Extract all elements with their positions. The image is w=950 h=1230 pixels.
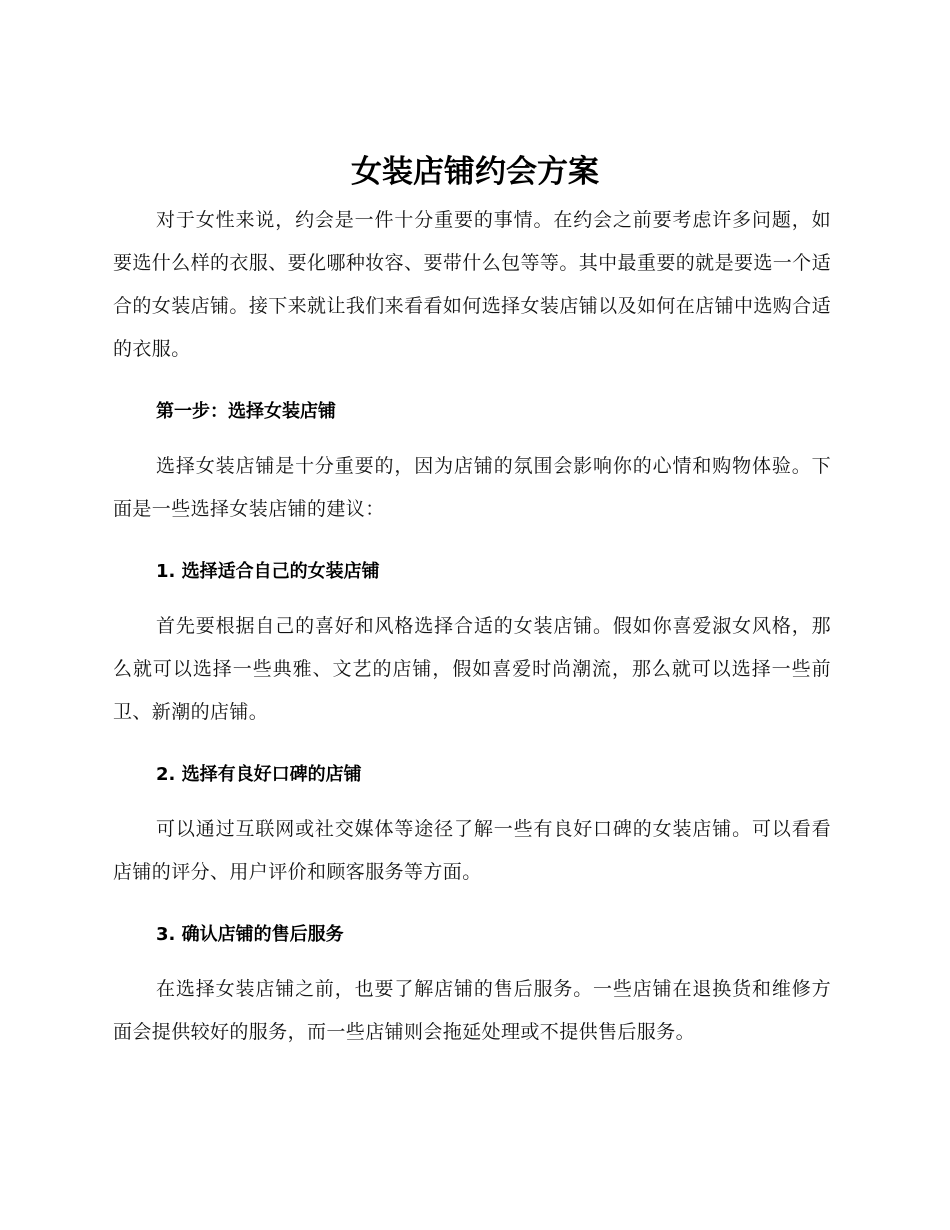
document-title: 女装店铺约会方案	[351, 154, 599, 190]
item3-heading: 3. 确认店铺的售后服务	[156, 924, 344, 945]
step1-paragraph: 选择女装店铺是十分重要的，因为店铺的氛围会影响你的心情和购物体验。下面是一些选择女装店铺的建议：	[113, 455, 831, 520]
step1-heading: 第一步：选择女装店铺	[156, 401, 336, 422]
item3-paragraph: 在选择女装店铺之前，也要了解店铺的售后服务。一些店铺在退换货和维修方面会提供较好的服务，而一些店铺则会拖延处理或不提供售后服务。	[113, 978, 831, 1043]
item2-paragraph: 可以通过互联网或社交媒体等途径了解一些有良好口碑的女装店铺。可以看看店铺的评分、用户评价和顾客服务等方面。	[113, 818, 831, 883]
item2-heading: 2. 选择有良好口碑的店铺	[156, 764, 362, 785]
item1-paragraph: 首先要根据自己的喜好和风格选择合适的女装店铺。假如你喜爱淑女风格，那么就可以选择一些典雅、文艺的店铺，假如喜爱时尚潮流，那么就可以选择一些前卫、新潮的店铺。	[113, 615, 831, 723]
item1-heading: 1. 选择适合自己的女装店铺	[156, 561, 380, 582]
document-body	[113, 199, 831, 1073]
intro-paragraph: 对于女性来说，约会是一件十分重要的事情。在约会之前要考虑许多问题，如要选什么样的衣服、要化哪种妆容、要带什么包等等。其中最重要的就是要选一个适合的女装店铺。接下来就让我们来看看如何选择女装店铺以及如何在店铺中选购合适的衣服。	[113, 209, 831, 360]
